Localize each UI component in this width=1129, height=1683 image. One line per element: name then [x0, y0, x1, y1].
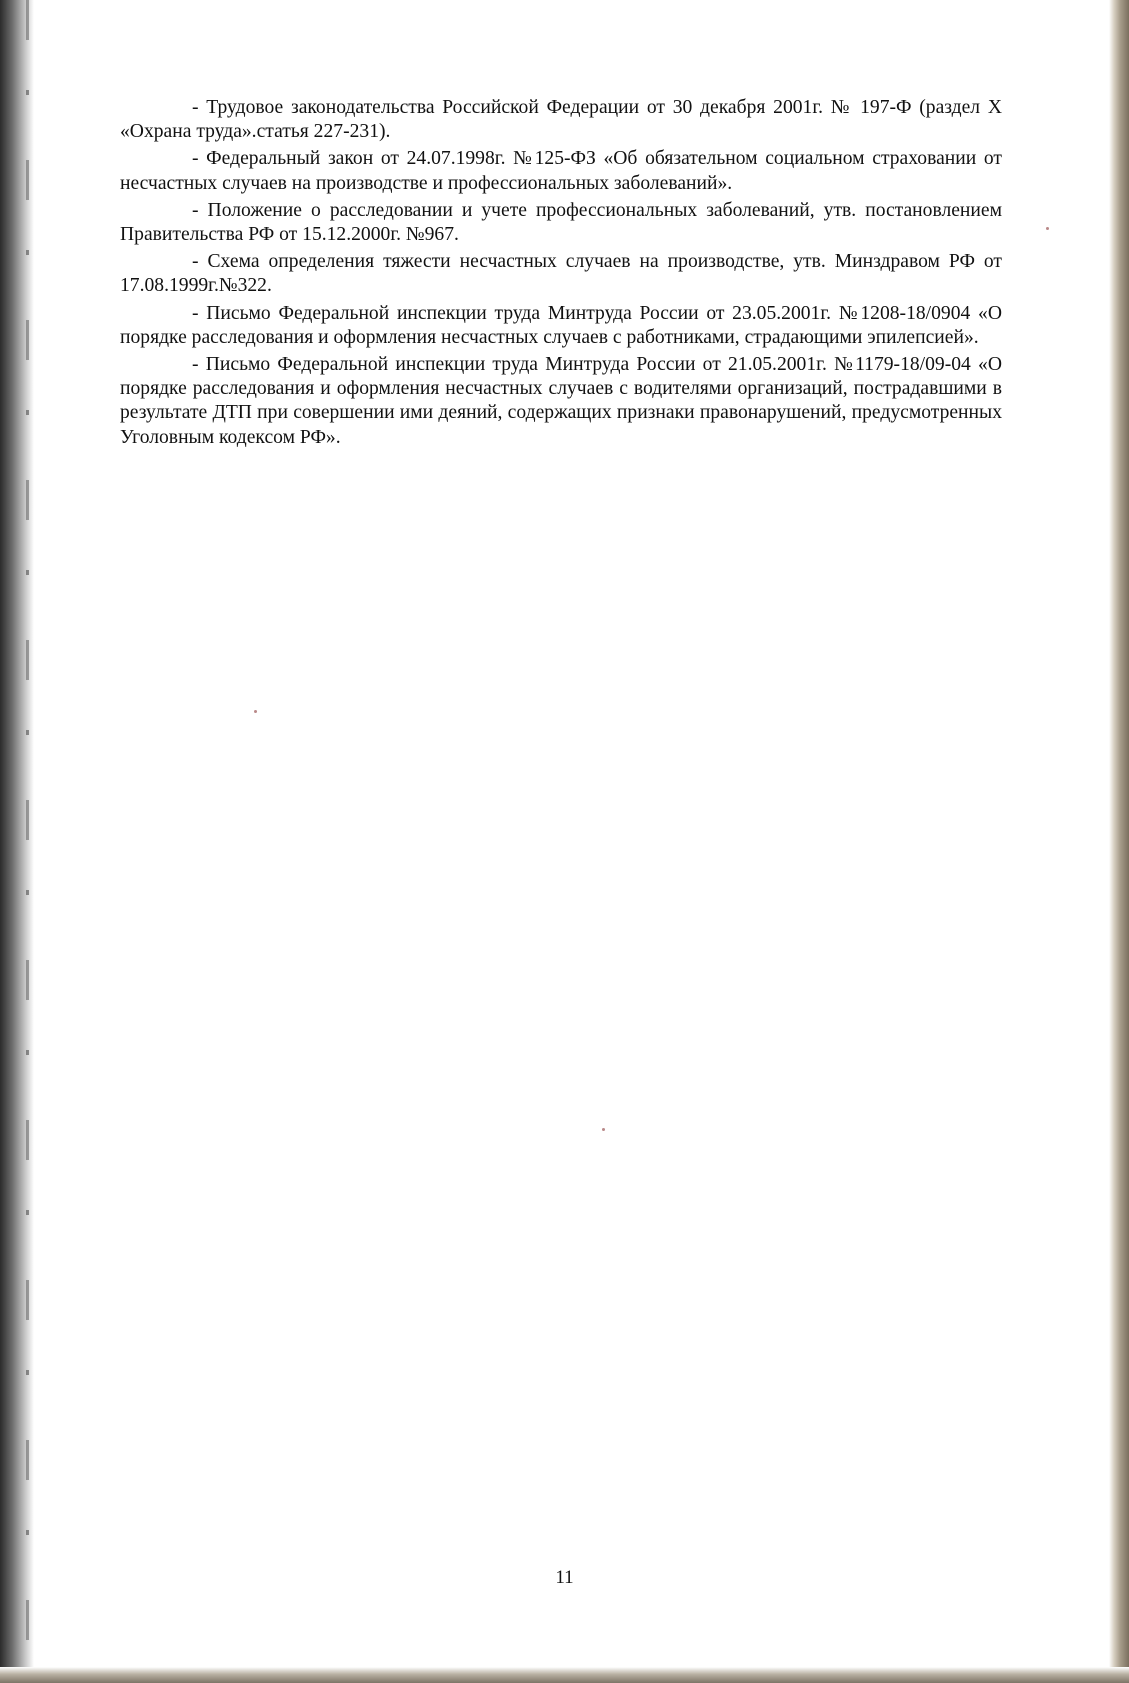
list-item: - Письмо Федеральной инспекции труда Минтруда России от 21.05.2001г. №1179-18/09-04 «О порядке расследования и оформления несчастных случаев с водителями организаций, пострадавшими в результате ДТП при совершении ими деяний, содержащих признаки правонарушений, предусмотренных Уголовным кодексом РФ». [120, 354, 1002, 448]
page-edge-right [1109, 0, 1129, 1683]
list-item: - Положение о расследовании и учете профессиональных заболеваний, утв. постановлением Правительства РФ от 15.12.2000г. №967. [120, 199, 1002, 246]
binding-shadow [0, 0, 34, 1683]
page-edge-bottom [0, 1667, 1129, 1683]
list-item: - Схема определения тяжести несчастных случаев на производстве, утв. Минздравом РФ от 17.08.1999г.№322. [120, 251, 1002, 297]
document-body [120, 96, 1002, 453]
page-number: 11 [555, 1567, 574, 1588]
list-item: - Письмо Федеральной инспекции труда Минтруда России от 23.05.2001г. №1208-18/0904 «О порядке расследования и оформления несчастных случаев с работниками, страдающими эпилепсией». [120, 302, 1002, 348]
scan-speck [602, 1128, 605, 1131]
list-item: - Трудовое законодательства Российской Федерации от 30 декабря 2001г. № 197-Ф (раздел X «Охрана труда».статья 227-231). [120, 97, 1002, 143]
scan-speck [254, 710, 257, 713]
scan-speck [1046, 227, 1049, 230]
list-item: - Федеральный закон от 24.07.1998г. №125-ФЗ «Об обязательном социальном страховании от несчастных случаев на производстве и профессиональных заболеваний». [120, 148, 1002, 194]
